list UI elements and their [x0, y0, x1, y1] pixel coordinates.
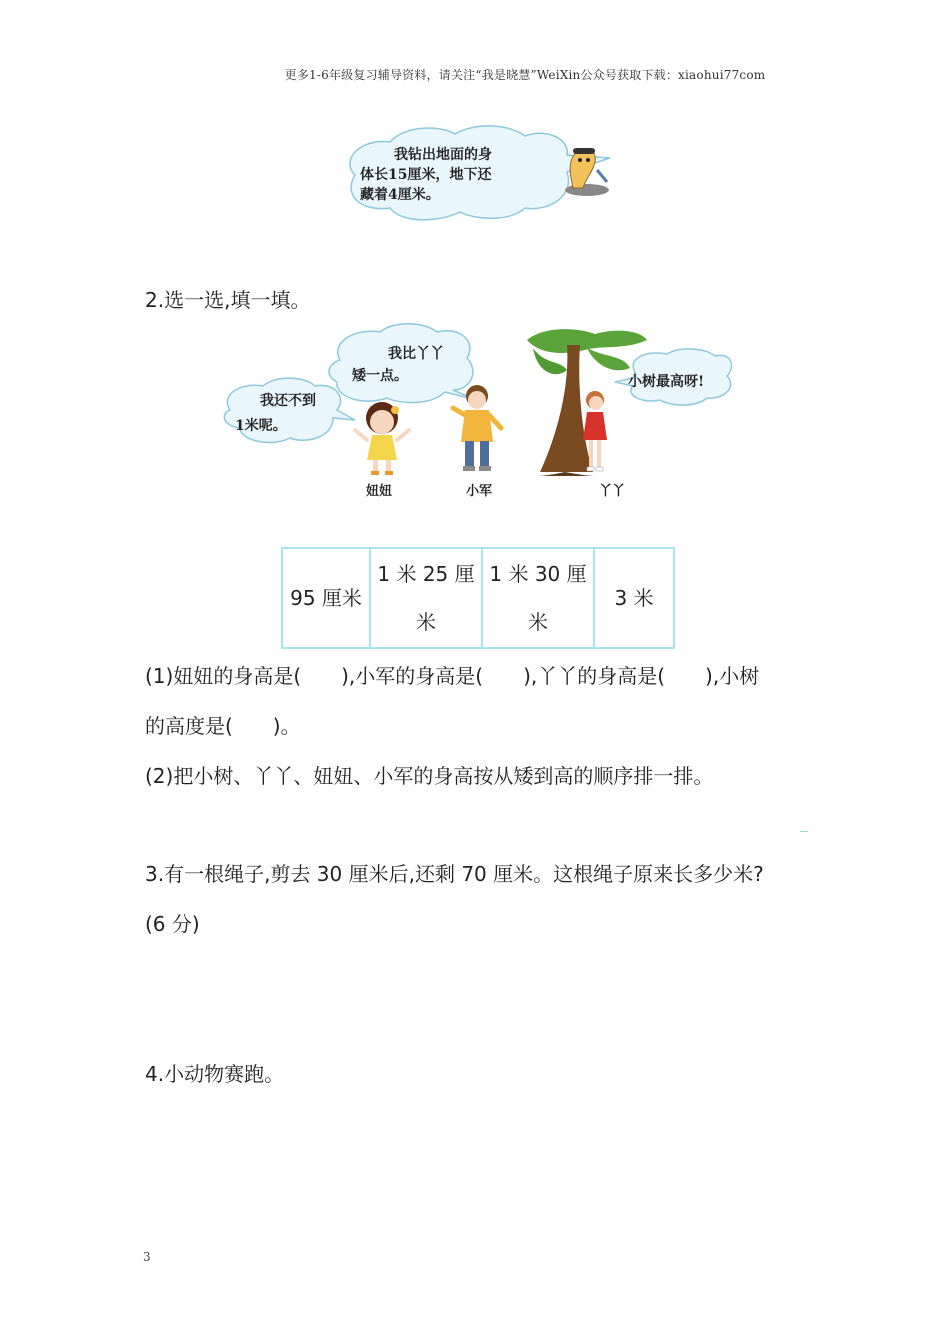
option-cell: 1 米 30 厘 米	[482, 548, 594, 648]
question-3-line1: 3.有一根绳子,剪去 30 厘米后,还剩 70 厘米。这根绳子原来长多少米?	[145, 862, 764, 886]
niuniu-bubble-line2: 1米呢。	[235, 418, 287, 434]
options-table	[281, 547, 675, 649]
question-2-title: 2.选一选,填一填。	[145, 288, 311, 312]
niuniu-figure	[355, 402, 409, 475]
page-header: 更多1-6年级复习辅导资料，请关注“我是晓慧”WeiXin公众号获取下载：xiaohui77com	[284, 68, 766, 82]
yaya-bubble-text: 小树最高呀!	[628, 374, 705, 390]
xiaojun-figure	[453, 385, 501, 471]
niuniu-bubble-line1: 我还不到	[260, 393, 316, 409]
question-2-part1-line1: (1)妞妞的身高是( ),小军的身高是( ),丫丫的身高是( ),小树	[145, 664, 760, 688]
label-xiaojun: 小军	[466, 484, 493, 499]
option-cell: 1 米 25 厘 米	[370, 548, 482, 648]
worm-bubble-text: 我钻出地面的身 体长15厘米，地下还 藏着4厘米。	[360, 147, 492, 203]
question-4-title: 4.小动物赛跑。	[145, 1062, 285, 1086]
question-2-part1-line2: 的高度是( )。	[145, 714, 301, 738]
xiaojun-bubble-line1: 我比丫丫	[388, 346, 444, 362]
page-number: 3	[143, 1250, 151, 1264]
option-cell: 95 厘米	[282, 548, 370, 648]
xiaojun-bubble-line2: 矮一点。	[352, 368, 408, 384]
question-3-line2: (6 分)	[145, 912, 200, 936]
label-yaya: 丫丫	[599, 484, 626, 499]
question-2-part2: (2)把小树、丫丫、妞妞、小军的身高按从矮到高的顺序排一排。	[145, 764, 714, 788]
option-cell: 3 米	[594, 548, 674, 648]
label-niuniu: 妞妞	[366, 484, 393, 499]
decorative-tick	[800, 831, 808, 832]
